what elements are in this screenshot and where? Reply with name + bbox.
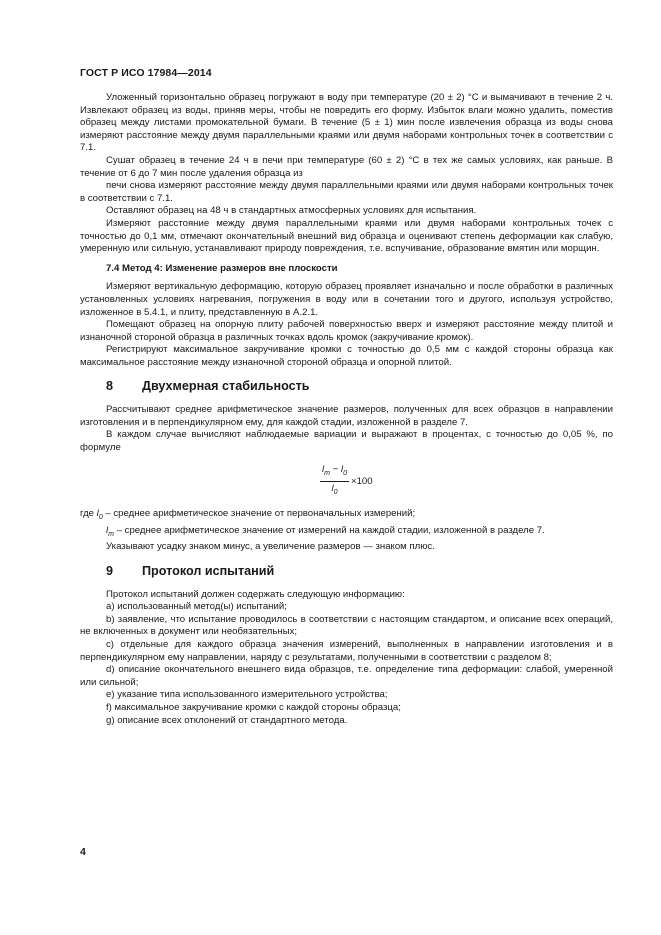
section-title: Двухмерная стабильность [142, 379, 310, 394]
section-heading [80, 380, 613, 393]
list-item: d) описание окончательного внешнего вида образцов, т.е. определение типа деформации: слабой, умеренной или сильной; [80, 664, 613, 688]
list-item: b) заявление, что испытание проводилось в соответствии с настоящим стандартом, и описание всех операций, не включенных в документ или необязательных; [80, 613, 613, 638]
paragraph: Уложенный горизонтально образец погружают в воду при температуре (20 ± 2) °С и вымачивают в течение 2 ч. Извлекают образец из воды, приняв меры, чтобы не повредить его форму. Избыток влаги можно удалить, поместив образец между листами промокательной бумаги. В течение (5 ± 1) мин после извлечения образца из воды снова измеряют расстояние между двумя параллельными краями или двумя наборами контрольных точек в соответствии с 7.1. [80, 92, 613, 154]
where-line: $l_m$ – среднее арифметическое значение от измерений на каждой стадии, изложенной в разделе 7. [106, 524, 545, 538]
list-item: a) использованный метод(ы) испытаний; [106, 601, 287, 613]
paragraph: Измеряют расстояние между двумя параллельными краями или двумя наборами контрольных точек с точностью до 0,1 мм, отмечают окончательный внешний вид образца и оценивают степень деформации как слабую, умеренную или сильную, устанавливают природу повреждения, т.е. вспучивание, образование вмятин или морщин. [80, 217, 613, 255]
fraction-denominator: $l_0$ [331, 483, 338, 497]
paragraph: Сушат образец в течение 24 ч в печи при температуре (60 ± 2) °С в тех же самых условиях, как раньше. В течение от 6 до 7 мин после удаления образца из [80, 154, 613, 179]
document-header: ГОСТ Р ИСО 17984—2014 [80, 67, 212, 79]
paragraph: Протокол испытаний должен содержать следующую информацию: [106, 588, 405, 600]
subsection-heading: 7.4 Метод 4: Изменение размеров вне плоскости [106, 262, 338, 274]
paragraph: Рассчитывают среднее арифметическое значение размеров, полученных для всех образцов в направлении изготовления и в перпендикулярном ему, для каждой стадии, изложенной в разделе 7. [80, 404, 613, 428]
list-item: e) указание типа использованного измерительного устройства; [106, 689, 388, 701]
list-item: g) описание всех отклонений от стандартного метода. [106, 714, 348, 726]
paragraph: В каждом случае вычисляют наблюдаемые вариации и выражают в процентах, с точностью до 0,05 %, по формуле [80, 429, 613, 453]
fraction [320, 464, 373, 499]
formula [80, 462, 613, 502]
section-title: Протокол испытаний [142, 564, 275, 579]
paragraph: печи снова измеряют расстояние между двумя параллельными краями или двумя наборами контрольных точек в соответствии с 7.1. [80, 180, 613, 204]
paragraph: Помещают образец на опорную плиту рабочей поверхностью вверх и измеряют расстояние между плитой и изнаночной стороной образца в различных точках вдоль кромок (закручивание кромок). [80, 319, 613, 343]
paragraph: Измеряют вертикальную деформацию, которую образец проявляет изначально и после обработки в различных установленных условиях нагревания, погружения в воду или в сочетании того и другого, используя устройство, изложенное в 5.4.1, и плиту, представленную в А.2.1. [80, 281, 613, 318]
page-number: 4 [80, 846, 86, 858]
list-item: f) максимальное закручивание кромки с каждой стороны образца; [106, 701, 401, 713]
document-body [80, 92, 613, 727]
paragraph: Оставляют образец на 48 ч в стандартных атмосферных условиях для испытания. [106, 205, 477, 217]
where-line: где $l_0$ – среднее арифметическое значение от первоначальных измерений; [80, 508, 416, 522]
fraction-numerator: $l_m - l_0$ [320, 464, 349, 482]
paragraph: Регистрируют максимальное закручивание кромки с точностью до 0,5 мм с каждой стороны образца как максимальное расстояние между изнаночной стороной образца и опорной плитой. [80, 344, 613, 368]
section-number: 9 [106, 564, 114, 579]
section-number: 8 [106, 379, 114, 394]
section-heading [80, 565, 613, 578]
multiplier: ×100 [350, 475, 373, 487]
paragraph: Указывают усадку знаком минус, а увеличение размеров — знаком плюс. [106, 541, 435, 553]
list-item: c) отдельные для каждого образца значения измерений, выполненных в направлении изготовления и в перпендикулярном ему направлении, наряду с результатами, полученными в соответствии с разделом 8; [80, 639, 613, 663]
